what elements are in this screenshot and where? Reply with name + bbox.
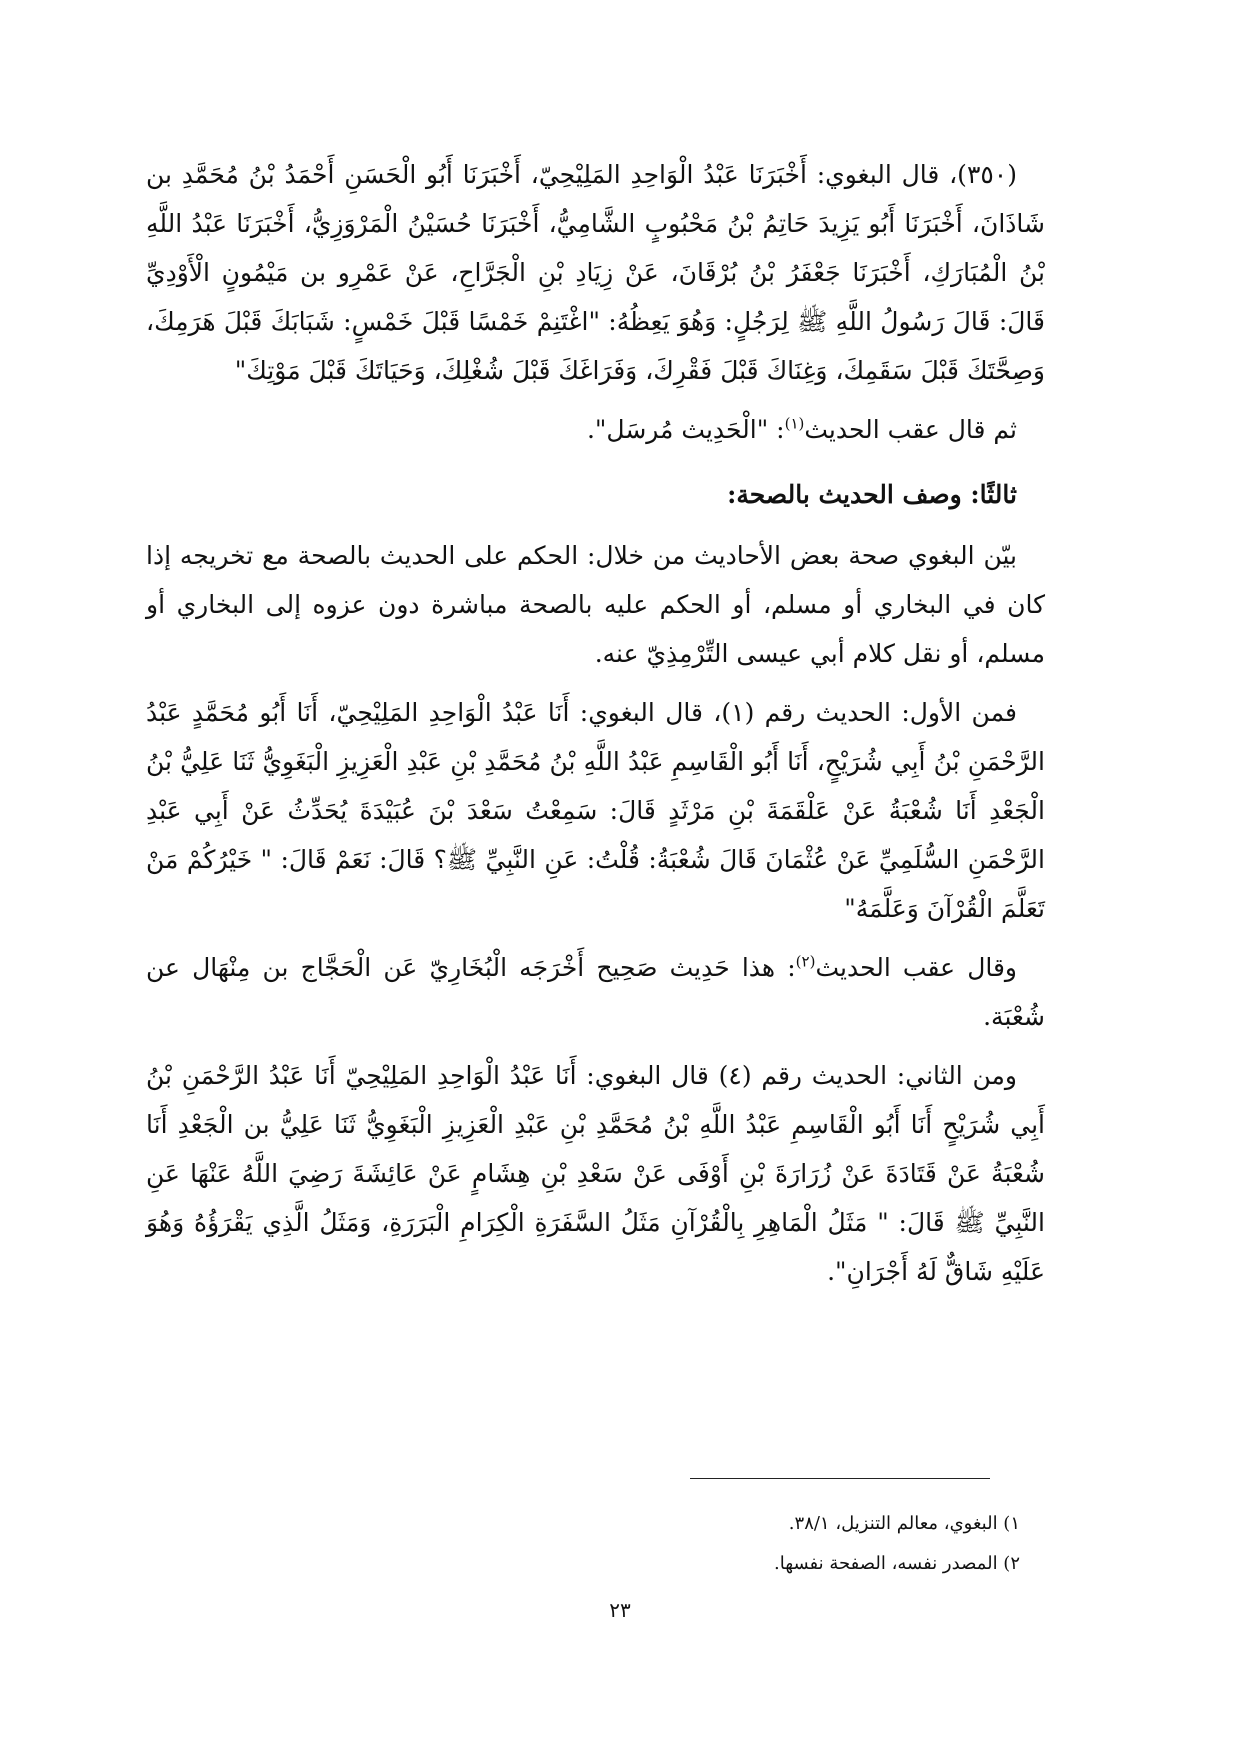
second-example-paragraph bbox=[146, 1051, 1045, 1296]
comment-text-before-footnote: ثم قال عقب الحديث bbox=[804, 415, 1017, 444]
footnote-marker-2[interactable]: (٢) bbox=[795, 952, 816, 971]
footnote-2: ٢) المصدر نفسه، الصفحة نفسها. bbox=[773, 1553, 1020, 1574]
hadith-350-text: (٣٥٠)، قال البغوي: أَخْبَرَنَا عَبْدُ الْوَاحِدِ المَلِيْحِيّ، أَخْبَرَنَا أَبُو الْحَسَنِ أَحْمَدُ بْنُ مُحَمَّدِ بن شَاذَانَ، أَخْبَرَنَا أَبُو يَزِيدَ حَاتِمُ بْنُ مَحْبُوبٍ الشَّامِيُّ، أَخْبَرَنَا حُسَيْنُ الْمَرْوَزِيُّ، أَخْبَرَنَا عَبْدُ اللَّهِ بْنُ الْمُبَارَكِ، أَخْبَرَنَا جَعْفَرُ بْنُ بُرْقَانَ، عَنْ زِيَادِ بْنِ الْجَرَّاحِ، عَنْ عَمْرِو بن مَيْمُونٍ الْأَوْدِيِّ قَالَ: قَالَ رَسُولُ اللَّهِ ﷺ لِرَجُلٍ: وَهُوَ يَعِظُهُ: "اغْتَنِمْ خَمْسًا قَبْلَ خَمْسٍ: شَبَابَكَ قَبْلَ هَرَمِكَ، وَصِحَّتَكَ قَبْلَ سَقَمِكَ، وَغِنَاكَ قَبْلَ فَقْرِكَ، وَفَرَاغَكَ قَبْلَ شُغْلِكَ، وَحَيَاتَكَ قَبْلَ مَوْتِكَ" bbox=[146, 160, 1045, 385]
section-intro-paragraph bbox=[146, 531, 1045, 678]
first-example-comment bbox=[146, 943, 1045, 1041]
main-text bbox=[146, 150, 1045, 1306]
footnote-marker-1[interactable]: (١) bbox=[784, 414, 805, 433]
hadith-350-paragraph bbox=[146, 150, 1045, 395]
first-comment-before-footnote: وقال عقب الحديث bbox=[815, 953, 1017, 982]
footnotes bbox=[600, 1504, 1020, 1584]
section-intro-text: بيّن البغوي صحة بعض الأحاديث من خلال: الحكم على الحديث بالصحة مع تخريجه إذا كان في البخاري أو مسلم، أو الحكم عليه بالصحة مباشرة دون عزوه إلى البخاري أو مسلم، أو نقل كلام أبي عيسى التِّرْمِذِيّ عنه. bbox=[146, 541, 1045, 668]
first-example-paragraph bbox=[146, 688, 1045, 933]
section-heading: ثالثًا: وصف الحديث بالصحة: bbox=[727, 480, 1017, 509]
first-example-text: فمن الأول: الحديث رقم (١)، قال البغوي: أَنَا عَبْدُ الْوَاحِدِ المَلِيْحِيّ، أَنَا أَبُو مُحَمَّدٍ عَبْدُ الرَّحْمَنِ بْنُ أَبِي شُرَيْحٍ، أَنَا أَبُو الْقَاسِمِ عَبْدُ اللَّهِ بْنُ مُحَمَّدِ بْنِ عَبْدِ الْعَزِيزِ الْبَغَوِيُّ ثَنَا عَلِيُّ بْنُ الْجَعْدِ أَنَا شُعْبَةُ عَنْ عَلْقَمَةَ بْنِ مَرْثَدٍ قَالَ: سَمِعْتُ سَعْدَ بْنَ عُبَيْدَةَ يُحَدِّثُ عَنْ أَبِي عَبْدِ الرَّحْمَنِ السُّلَمِيِّ عَنْ عُثْمَانَ قَالَ شُعْبَةُ: قُلْتُ: عَنِ النَّبِيِّ ﷺ؟ قَالَ: نَعَمْ قَالَ: " خَيْرُكُمْ مَنْ تَعَلَّمَ الْقُرْآنَ وَعَلَّمَهُ" bbox=[146, 698, 1045, 923]
comment-text-after-footnote: : "الْحَدِيث مُرسَل". bbox=[586, 415, 785, 444]
footnote-divider bbox=[690, 1478, 990, 1479]
footnote-1: ١) البغوي، معالم التنزيل، ٣٨/١. bbox=[788, 1513, 1020, 1534]
first-comment-after-footnote: : هذا حَدِيث صَحِيح أَخْرَجَه الْبُخَارِيّ عَن الْحَجَّاج بن مِنْهَال عن شُعْبَة. bbox=[146, 953, 1045, 1031]
comment-after-hadith-350 bbox=[146, 405, 1045, 454]
page-number: ٢٣ bbox=[609, 1598, 631, 1622]
second-example-text: ومن الثاني: الحديث رقم (٤) قال البغوي: أَنَا عَبْدُ الْوَاحِدِ المَلِيْحِيّ أَنَا عَبْدُ الرَّحْمَنِ بْنُ أَبِي شُرَيْحٍ أَنَا أَبُو الْقَاسِمِ عَبْدُ اللَّهِ بْنُ مُحَمَّدِ بْنِ عَبْدِ الْعَزِيزِ الْبَغَوِيُّ ثَنَا عَلِيُّ بن الْجَعْدِ أَنَا شُعْبَةُ عَنْ قَتَادَةَ عَنْ زُرَارَةَ بْنِ أَوْفَى عَنْ سَعْدِ بْنِ هِشَامٍ عَنْ عَائِشَةَ رَضِيَ اللَّهُ عَنْهَا عَنِ النَّبِيِّ ﷺ قَالَ: " مَثَلُ الْمَاهِرِ بِالْقُرْآنِ مَثَلُ السَّفَرَةِ الْكِرَامِ الْبَرَرَةِ، وَمَثَلُ الَّذِي يَقْرَؤُهُ وَهُوَ عَلَيْهِ شَاقٌّ لَهُ أَجْرَانِ". bbox=[146, 1061, 1045, 1286]
